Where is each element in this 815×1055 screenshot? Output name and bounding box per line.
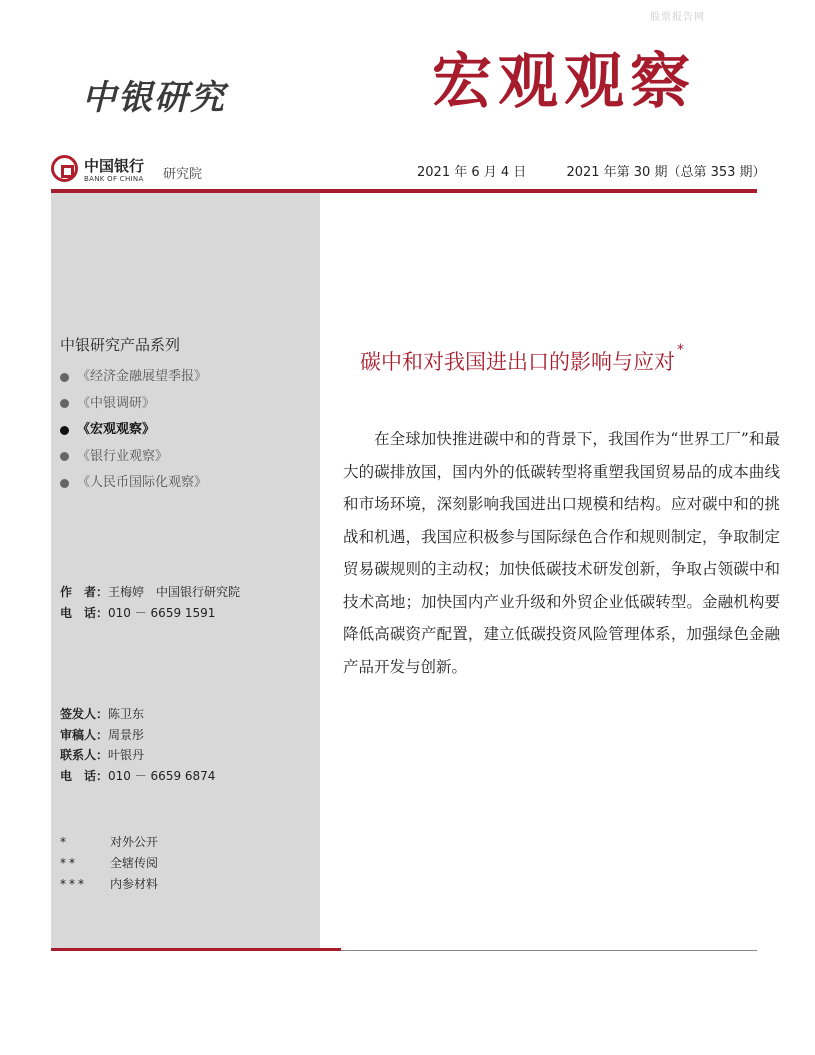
series-item: 《经济金融展望季报》 [60, 364, 207, 391]
author-phone: 010 － 6659 1591 [108, 605, 216, 620]
bullet-icon [60, 426, 69, 435]
author-name: 王梅婷 中国银行研究院 [108, 585, 241, 599]
reviewer-name: 周景彤 [108, 727, 145, 742]
series-item: 《人民币国际化观察》 [60, 470, 207, 497]
footer-divider-red [51, 948, 341, 951]
contact-name: 叶银丹 [108, 748, 145, 762]
classification-stars: ** [60, 856, 78, 870]
publication-info [417, 161, 766, 180]
bank-name-en: BANK OF CHINA [84, 175, 144, 183]
series-list [60, 364, 207, 497]
classification-stars: * [60, 835, 69, 849]
footer-divider-grey [341, 950, 757, 951]
footnote-marker: * [677, 342, 684, 358]
editorial-info: 签发人：陈卫东 审稿人：周景彤 联系人：叶银丹 电 话：010 － 6659 6874 [60, 707, 216, 783]
issuer-name: 陈卫东 [108, 707, 145, 721]
series-title: 中银研究产品系列 [60, 336, 181, 354]
bullet-icon [60, 373, 69, 382]
issue-number: 2021 年第 30 期（总第 353 期） [566, 165, 766, 180]
classification-legend: * 对外公开 ** 全辖传阅 *** 内参材料 [60, 832, 158, 895]
institute-label: 研究院 [163, 167, 203, 182]
article-title: 碳中和对我国进出口的影响与应对 * [360, 342, 684, 374]
bullet-icon [60, 479, 69, 488]
bank-emblem-icon [51, 155, 78, 182]
series-item: 《银行业观察》 [60, 444, 207, 471]
brand-logo: 中银研究 [82, 78, 226, 118]
bank-name-cn: 中国银行 [84, 157, 145, 175]
series-item: 《中银调研》 [60, 391, 207, 418]
classification-stars: *** [60, 877, 87, 891]
page-title: 宏观观察 [432, 47, 696, 117]
author-info: 作 者：王梅婷 中国银行研究院 电 话：010 － 6659 1591 [60, 585, 241, 620]
series-item-current: 《宏观观察》 [60, 417, 207, 444]
contact-phone: 010 － 6659 6874 [108, 768, 216, 783]
bullet-icon [60, 452, 69, 461]
article-abstract: 在全球加快推进碳中和的背景下，我国作为“世界工厂”和最大的碳排放国，国内外的低碳转型将重塑我国贸易品的成本曲线和市场环境，深刻影响我国进出口规模和结构。应对碳中和的挑战和机遇，我国应积极参与国际绿色合作和规则制定，争取制定贸易碳规则的主动权；加快低碳技术研发创新，争取占领碳中和技术高地；加快国内产业升级和外贸企业低碳转型。金融机构要降低高碳资产配置，建立低碳投资风险管理体系，加强绿色金融产品开发与创新。 [343, 430, 780, 676]
watermark: 股票报告网 [650, 12, 705, 23]
publication-date: 2021 年 6 月 4 日 [417, 165, 527, 180]
bullet-icon [60, 399, 69, 408]
